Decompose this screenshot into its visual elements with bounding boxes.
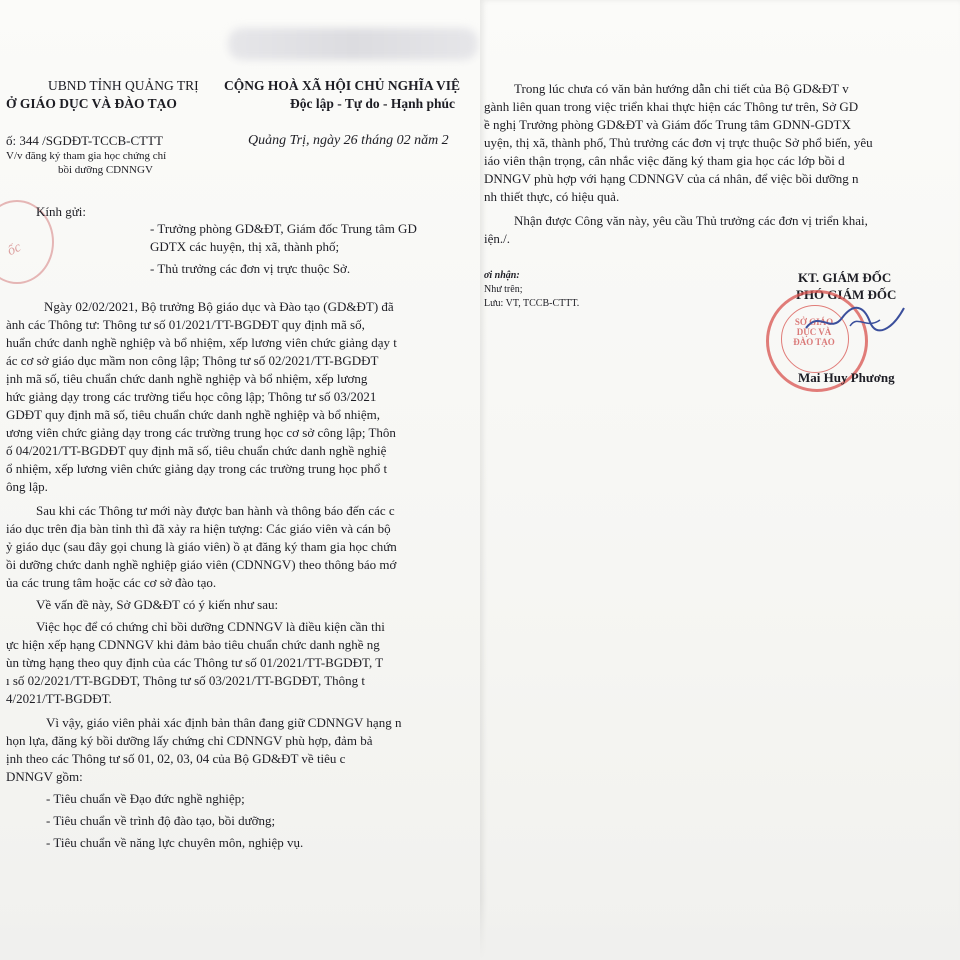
text-line: ổ nhiệm, xếp lương viên chức giảng dạy trong các trường trung học phổ t xyxy=(6,461,388,476)
signature-title: KT. GIÁM ĐỐC xyxy=(798,270,892,285)
text-line: nh thiết thực, có hiệu quả. xyxy=(484,189,620,204)
blurred-region xyxy=(228,28,478,60)
issuing-authority: UBND TỈNH QUẢNG TRỊ xyxy=(48,78,199,93)
text-line: ịnh theo các Thông tư số 01, 02, 03, 04 của Bộ GD&ĐT về tiêu c xyxy=(6,751,346,766)
text-line: iáo viên thận trọng, cân nhắc việc đăng ký tham gia học các lớp bồi d xyxy=(484,153,845,168)
text-line: uyện, thị xã, thành phố, Thủ trưởng các đơn vị trực thuộc Sở phổ biến, yêu xyxy=(484,135,873,150)
document-page-right xyxy=(480,0,960,960)
signature-subtitle: PHÓ GIÁM ĐỐC xyxy=(796,287,897,302)
list-item: - Tiêu chuẩn về năng lực chuyên môn, nghiệp vụ. xyxy=(46,835,304,850)
text-line: Trong lúc chưa có văn bản hướng dẫn chi tiết của Bộ GD&ĐT v xyxy=(514,81,849,96)
text-line: họn lựa, đăng ký bồi dưỡng lấy chứng chỉ CDNNGV phù hợp, đảm bả xyxy=(6,733,373,748)
page-bottom-shadow xyxy=(0,900,960,960)
text-line: ỷ giáo dục (sau đây gọi chung là giáo viên) ồ ạt đăng ký tham gia học chứn xyxy=(6,539,397,554)
text-line: ương viên chức giảng dạy trong các trường trung học cơ sở công lập; Thôn xyxy=(6,425,396,440)
text-line: DNNGV gồm: xyxy=(6,769,83,784)
document-number: ố: 344 /SGDĐT-TCCB-CTTT xyxy=(6,133,163,148)
text-line: ác cơ sở giáo dục mầm non công lập; Thông tư số 02/2021/TT-BGDĐT xyxy=(6,353,379,368)
recipients-item: Lưu: VT, TCCB-CTTT. xyxy=(484,298,580,309)
text-line: ı số 02/2021/TT-BGDĐT, Thông tư số 03/2021/TT-BGDĐT, Thông t xyxy=(6,673,366,688)
text-line: DNNGV phù hợp với hạng CDNNGV của cá nhân, để việc bồi dưỡng n xyxy=(484,171,859,186)
subject-line-2: bồi dưỡng CDNNGV xyxy=(58,164,153,176)
text-line: gành liên quan trong việc triển khai thực hiện các Thông tư trên, Sở GD xyxy=(484,99,859,114)
recipients-item: Như trên; xyxy=(484,284,523,295)
recipient-line-3: - Thủ trưởng các đơn vị trực thuộc Sở. xyxy=(150,261,351,276)
national-motto: Độc lập - Tự do - Hạnh phúc xyxy=(290,96,456,111)
subject-line-1: V/v đăng ký tham gia học chứng chỉ xyxy=(6,150,167,162)
text-line: Ngày 02/02/2021, Bộ trưởng Bộ giáo dục và Đào tạo (GD&ĐT) đã xyxy=(44,299,394,314)
text-line: ùn từng hạng theo quy định của các Thông tư số 01/2021/TT-BGDĐT, T xyxy=(6,655,384,670)
paragraph-3: Về vấn đề này, Sở GD&ĐT có ý kiến như sau: xyxy=(36,597,279,612)
dateline: Quảng Trị, ngày 26 tháng 02 năm 2 xyxy=(248,133,449,148)
seal-text: SỞ GIÁO DỤC VÀ ĐÀO TẠO xyxy=(793,317,835,347)
text-line: ịnh mã số, tiêu chuẩn chức danh nghề nghiệp và bổ nhiệm, xếp lương xyxy=(6,371,368,386)
text-line: iện./. xyxy=(484,231,510,246)
text-line: 4/2021/TT-BGDĐT. xyxy=(6,691,112,706)
text-line: GDĐT quy định mã số, tiêu chuẩn chức danh nghề nghiệp và bổ nhiệm, xyxy=(6,407,380,422)
text-line: Nhận được Công văn này, yêu cầu Thủ trưởng các đơn vị triển khai, xyxy=(514,213,868,228)
text-line: Sau khi các Thông tư mới này được ban hành và thông báo đến các c xyxy=(36,503,395,518)
national-title: CỘNG HOÀ XÃ HỘI CHỦ NGHĨA VIỆ xyxy=(224,78,461,93)
text-line: huẩn chức danh nghề nghiệp và bổ nhiệm, xếp lương viên chức giảng dạy t xyxy=(6,335,397,350)
text-line: Vì vậy, giáo viên phải xác định bản thân đang giữ CDNNGV hạng n xyxy=(46,715,402,730)
recipients-label: ơi nhận: xyxy=(484,270,520,281)
signer-name: Mai Huy Phương xyxy=(798,370,895,385)
text-line: ành các Thông tư: Thông tư số 01/2021/TT-BGDĐT quy định mã số, xyxy=(6,317,365,332)
text-line: ông lập. xyxy=(6,479,48,494)
list-item: - Tiêu chuẩn về trình độ đào tạo, bồi dưỡng; xyxy=(46,813,276,828)
text-line: ồi dưỡng chức danh nghề nghiệp giáo viên (CDNNGV) theo thông báo mớ xyxy=(6,557,397,572)
greeting: Kính gửi: xyxy=(36,204,87,219)
text-line: ề nghị Trưởng phòng GD&ĐT và Giám đốc Trung tâm GDNN-GDTX xyxy=(484,117,851,132)
text-line: hức giảng dạy trong các trường tiểu học công lập; Thông tư số 03/2021 xyxy=(6,389,377,404)
list-item: - Tiêu chuẩn về Đạo đức nghề nghiệp; xyxy=(46,791,245,806)
text-line: ủa các trung tâm hoặc các cơ sở đào tạo. xyxy=(6,575,217,590)
recipient-line-1: - Trưởng phòng GD&ĐT, Giám đốc Trung tâm GD xyxy=(150,221,417,236)
stamp-fragment-text: ốc xyxy=(5,239,24,260)
text-line: Việc học để có chứng chỉ bồi dưỡng CDNNGV là điều kiện cần thi xyxy=(36,619,385,634)
recipient-line-2: GDTX các huyện, thị xã, thành phố; xyxy=(150,239,340,254)
issuing-department: Ở GIÁO DỤC VÀ ĐÀO TẠO xyxy=(6,96,177,111)
text-line: ực hiện xếp hạng CDNNGV khi đảm bảo tiêu chuẩn chức danh nghề ng xyxy=(6,637,380,652)
handwritten-signature xyxy=(800,300,910,340)
text-line: iáo dục trên địa bàn tỉnh thì đã xảy ra hiện tượng: Các giáo viên và cán bộ xyxy=(6,521,391,536)
text-line: ố 04/2021/TT-BGDĐT quy định mã số, tiêu chuẩn chức danh nghề nghiệ xyxy=(6,443,387,458)
